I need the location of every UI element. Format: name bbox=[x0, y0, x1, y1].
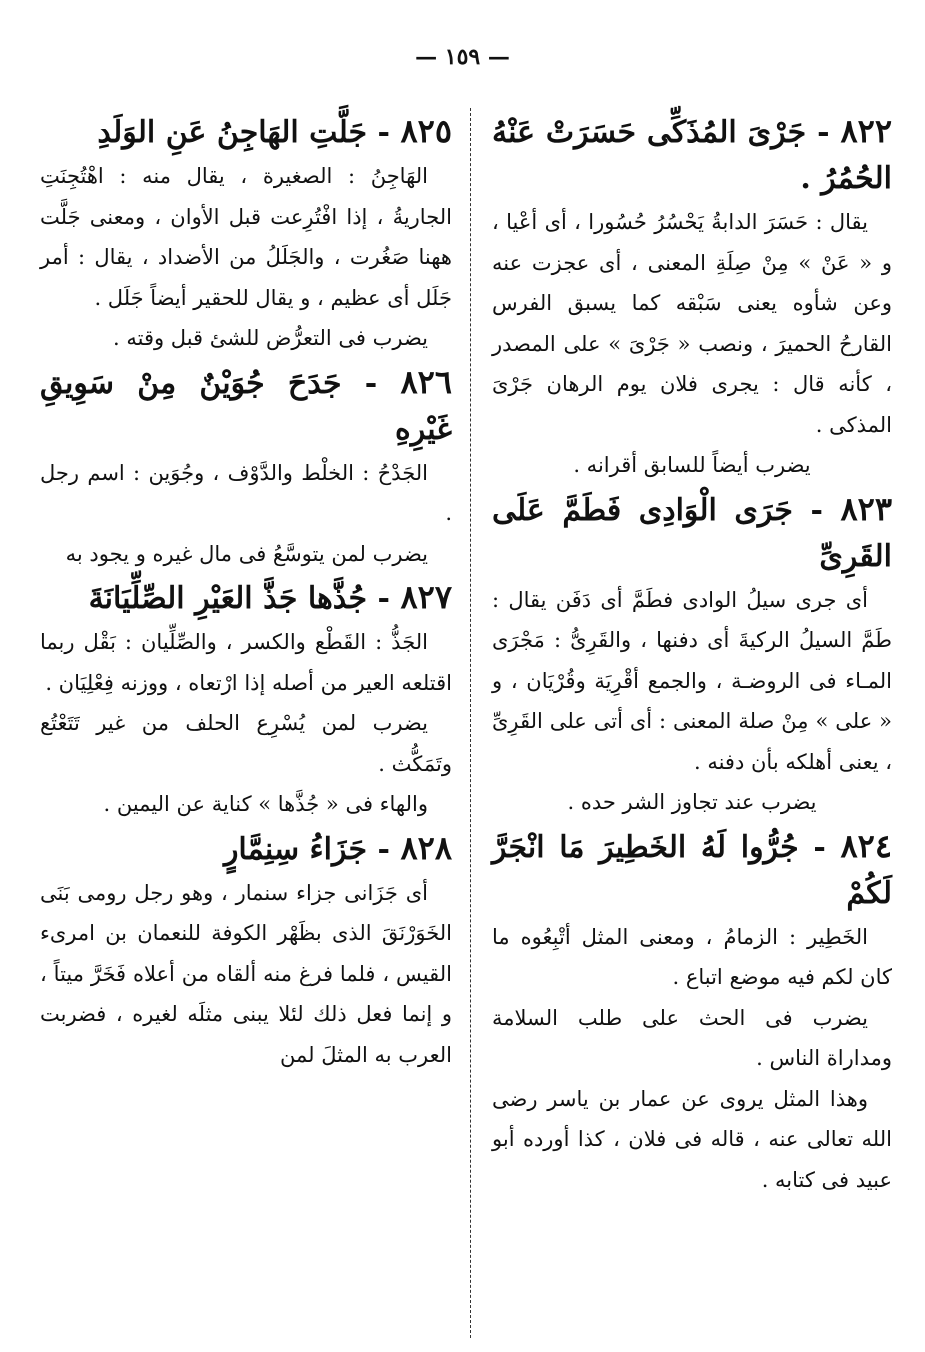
proverb-text: - جَدَحَ جُوَيْنٌ مِنْ سَوِيقِ غَيْرِهِ bbox=[40, 365, 452, 447]
proverb-number: ٨٢٧ bbox=[400, 578, 452, 616]
proverb-text: - جُذَّها جَذَّ العَيْرِ الصِّلِّيَانَةَ bbox=[88, 581, 390, 616]
proverb-text: - جَرْىَ المُذَكِّى حَسَرَتْ عَنْهُ الحُمُرُ . bbox=[492, 115, 892, 196]
commentary-paragraph: الجَذُّ : القَطْع والكسر ، والصِّلِّيان : بَقْل ربما اقتلعه العير من أصله إذا ارْتعاه ، ووزنه فِعْلِيَان . bbox=[40, 630, 452, 695]
commentary-paragraph: يضرب فى الحث على طلب السلامة ومداراة الناس . bbox=[492, 1005, 892, 1070]
proverb-entry bbox=[492, 486, 892, 823]
proverb-text: - جُرُّوا لَهُ الخَطِيرَ مَا انْجَرَّ لَكُمْ bbox=[492, 829, 892, 911]
proverb-title bbox=[40, 359, 452, 453]
proverb-entry bbox=[40, 108, 452, 359]
proverb-title bbox=[492, 823, 892, 917]
right-column bbox=[492, 108, 892, 1200]
proverb-entry bbox=[492, 108, 892, 486]
commentary-paragraph: الجَدْحُ : الخلْط والدَّوْف ، وجُوَين : اسم رجل . bbox=[40, 460, 452, 525]
column-divider bbox=[470, 108, 471, 1338]
proverb-title bbox=[40, 574, 452, 622]
proverb-entry bbox=[492, 823, 892, 1201]
proverb-title bbox=[492, 486, 892, 580]
commentary-paragraph: يضرب لمن يُسْرِع الحلف من غير تَتَعْتُع وتَمَكُّث . bbox=[40, 711, 452, 776]
commentary-paragraph: يقال : حَسَرَ الدابةُ يَحْسُرُ حُسُورا ، أى أعْيا ، و « عَنْ » مِنْ صِلَةِ المعنى ، أى عجزت عنه وعن شأوه يعنى سَبْقه كما يسبق الفرس القارحُ الحميرَ ، ونصب « جَرْىَ » على المصدر ، كأنه قال : يجرى فلان يوم الرهان جَرْىَ المذكى . bbox=[492, 210, 892, 437]
commentary-paragraph: أى جَزَانى جزاء سنمار ، وهو رجل رومى بَنَى الخَوَرْنَقَ الذى بظَهْر الكوفة للنعمان بن امرىء القيس ، فلما فرغ منه ألقاه من أعلاه فَخَرَّ ميتاً ، و إنما فعل ذلك لئلا يبنى مثلَه لغيره ، فضربت العرب به المثلَ لمن bbox=[40, 880, 452, 1067]
proverb-entry bbox=[40, 359, 452, 575]
commentary-paragraph: الهَاجِنُ : الصغيرة ، يقال منه : اهْتُجِنَتِ الجاريةُ ، إذا افْتُرِعت قبل الأوان ، ومعنى جَلَّت ههنا صَغُرت ، والجَلَلُ من الأضداد ، يقال : أمر جَلَل أى عظيم ، و يقال للحقير أيضاً جَلَل . bbox=[40, 164, 452, 310]
usage-note: يضرب لمن يتوسَّعُ فى مال غيره و يجود به bbox=[65, 541, 428, 566]
proverb-number: ٨٢٣ bbox=[840, 489, 892, 528]
usage-note: يضرب أيضاً للسابق أقرانه . bbox=[573, 453, 811, 477]
proverb-number: ٨٢٨ bbox=[400, 828, 452, 867]
proverb-title bbox=[40, 825, 452, 873]
proverb-text: - جَزَاءُ سِنِمَّارٍ bbox=[223, 831, 390, 867]
proverb-entry bbox=[40, 574, 452, 825]
proverb-title bbox=[40, 108, 452, 156]
commentary-paragraph: أى جرى سيلُ الوادى فطَمَّ أى دَفَن يقال : طَمَّ السيلُ الركيةَ أى دفنها ، والقَرِىُّ : مَجْرَى المـاء فى الروضـة ، والجمع أقْرِيَة وقُرْيَان ، و « على » مِنْ صلة المعنى : أى أتى على القَرِىِّ ، يعنى أهلكه بأن دفنه . bbox=[492, 587, 892, 774]
proverb-text: - جَلَّتِ الهَاجِنُ عَنِ الوَلَدِ bbox=[97, 115, 390, 150]
usage-note: يضرب عند تجاوز الشر حده . bbox=[567, 790, 817, 814]
commentary-paragraph: وهذا المثل يروى عن عمار بن ياسر رضى الله تعالى عنه ، قاله فى فلان ، كذا أورده أبو عبيد فى كتابه . bbox=[492, 1086, 892, 1192]
proverb-entry bbox=[40, 825, 452, 1076]
proverb-title bbox=[492, 108, 892, 202]
left-column bbox=[40, 108, 452, 1075]
proverb-number: ٨٢٥ bbox=[400, 112, 452, 150]
proverb-number: ٨٢٦ bbox=[400, 362, 453, 401]
proverb-text: - جَرَى الْوَادِى فَطَمَّ عَلَى القَرِىِّ bbox=[492, 492, 892, 574]
commentary-paragraph: والهاء فى « جُذَّها » كناية عن اليمين . bbox=[103, 792, 428, 816]
proverb-number: ٨٢٢ bbox=[840, 112, 892, 150]
proverb-number: ٨٢٤ bbox=[840, 826, 893, 865]
commentary-paragraph: الخَطِير : الزمامُ ، ومعنى المثل أتْبِعُوه ما كان لكم فيه موضع اتباع . bbox=[492, 924, 892, 989]
usage-note: يضرب فى التعرُّض للشئ قبل وقته . bbox=[113, 326, 428, 350]
page-number: — ١٥٩ — bbox=[415, 44, 510, 70]
